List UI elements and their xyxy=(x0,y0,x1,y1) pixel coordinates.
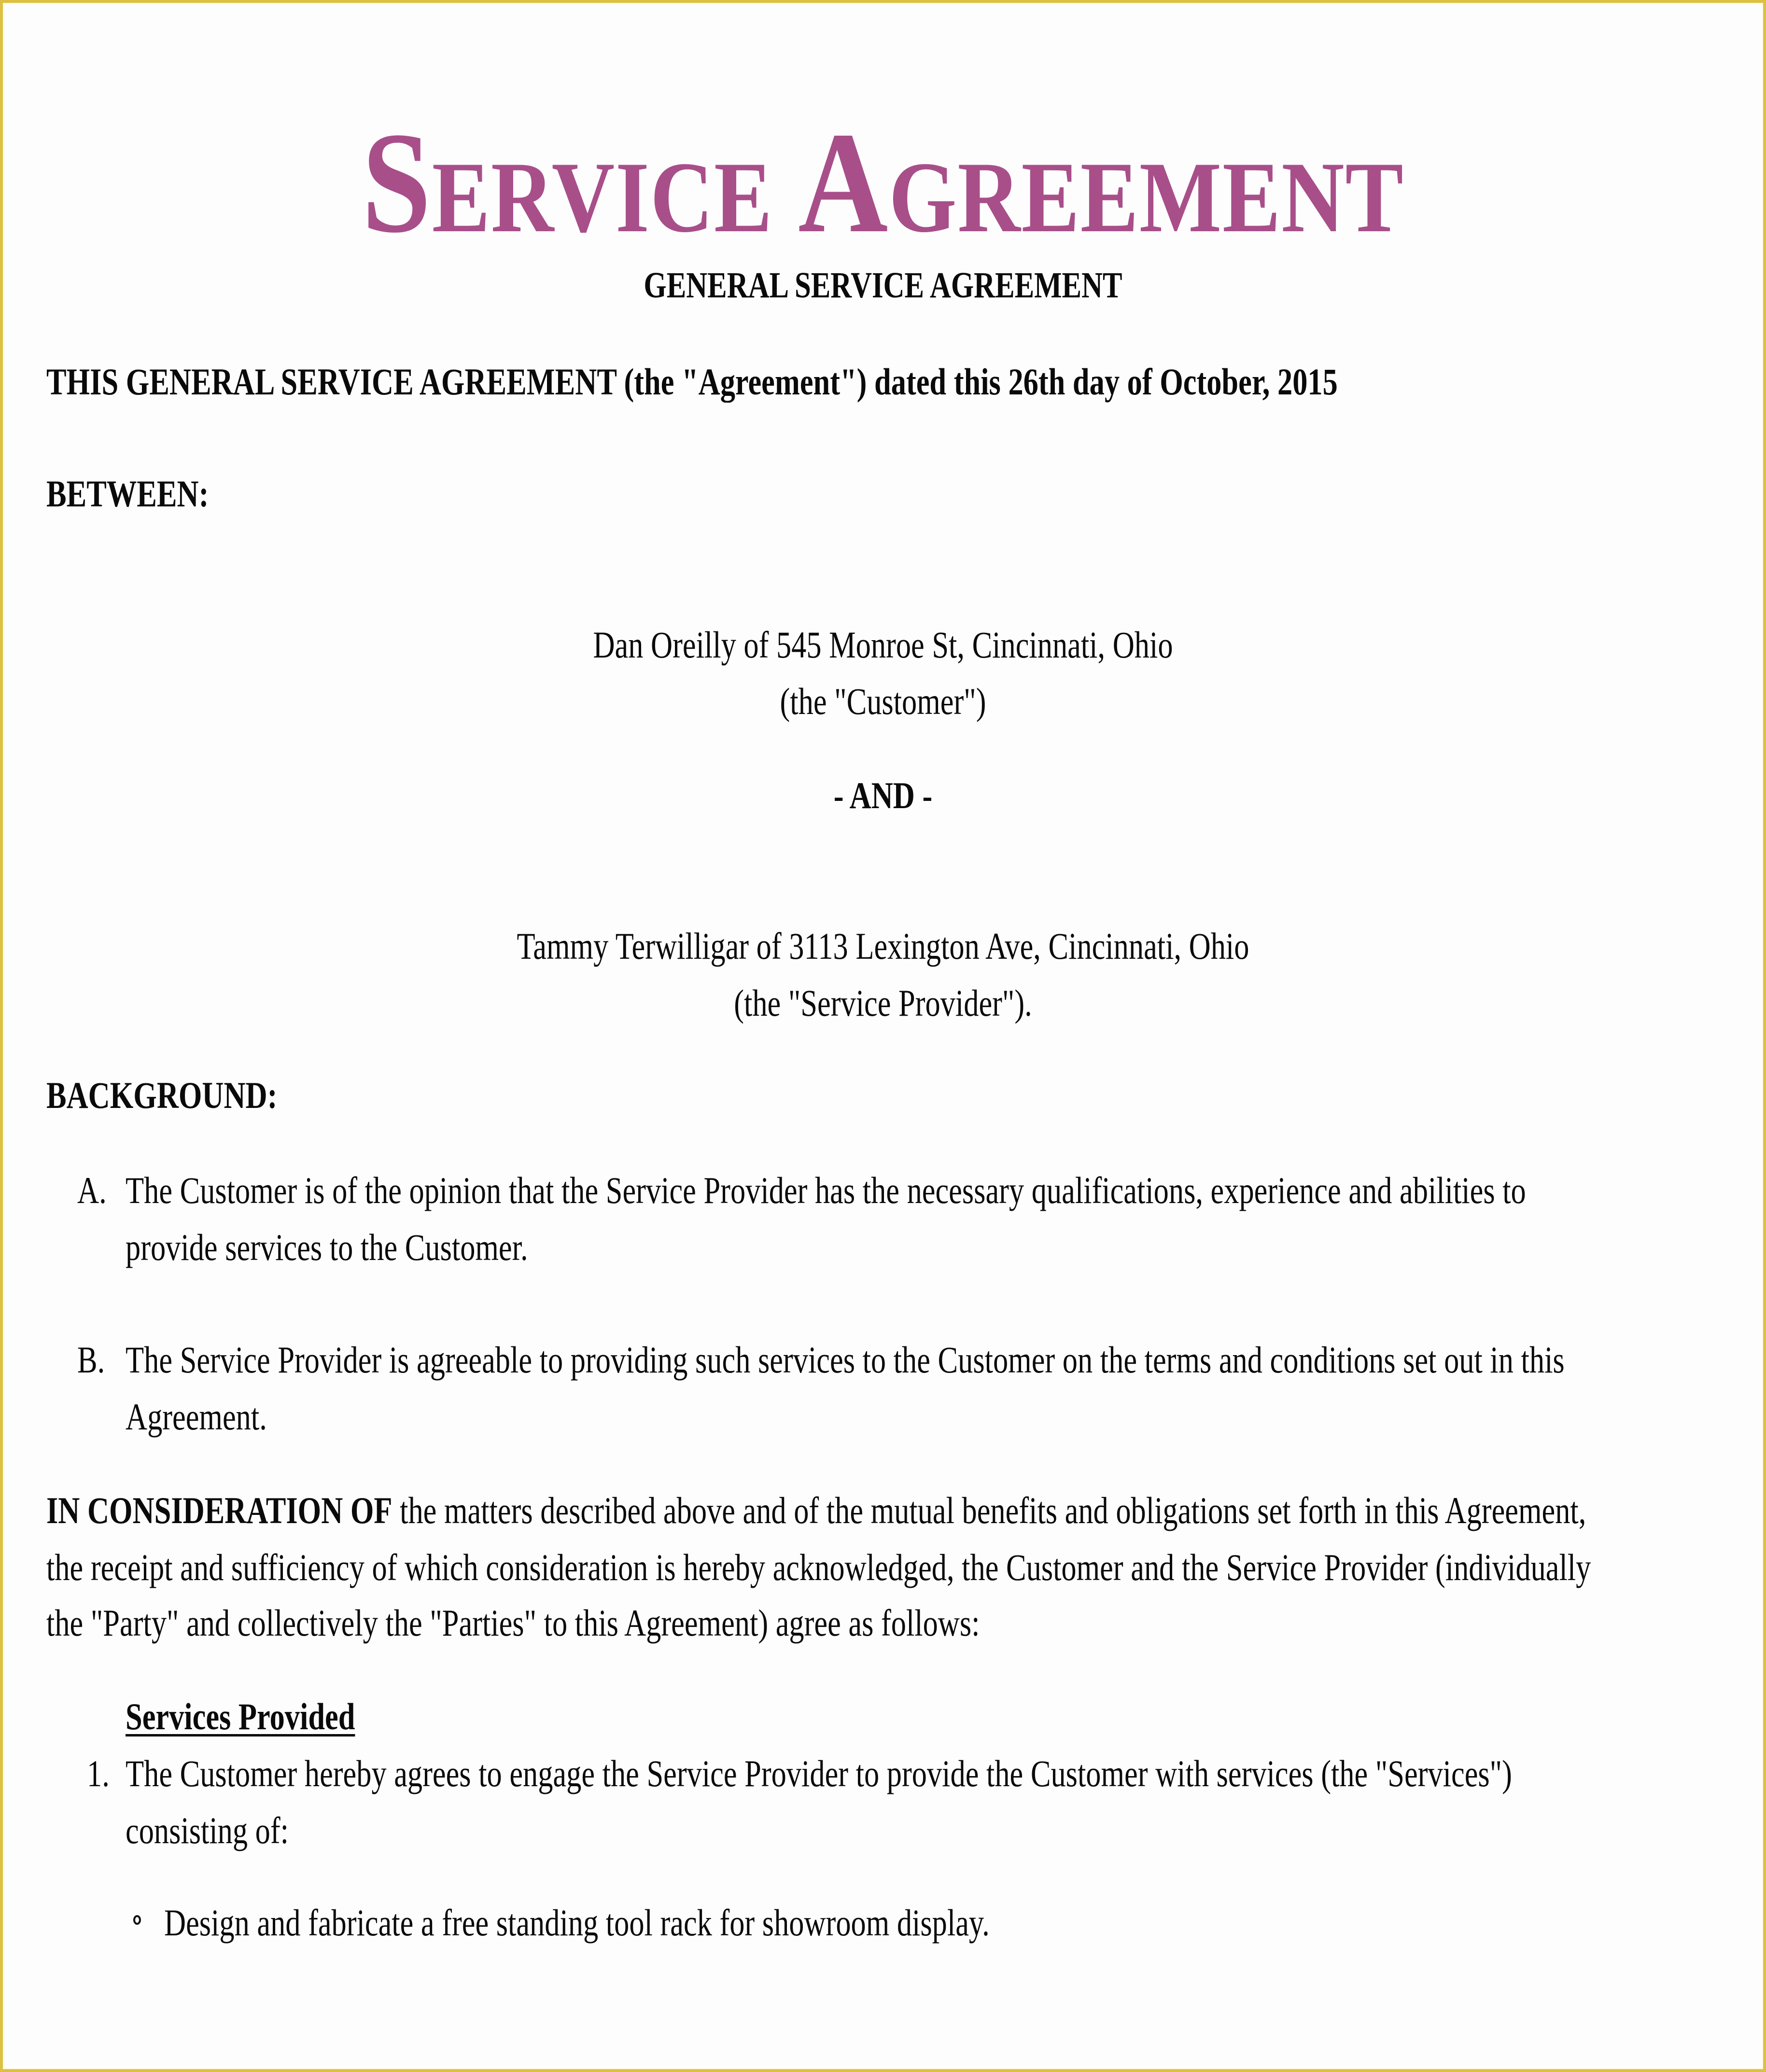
consideration-text: the matters described above and of the mutual benefits and obligations set forth in this Agreement, xyxy=(392,1489,1586,1531)
document-subtitle: GENERAL SERVICE AGREEMENT xyxy=(644,265,1122,306)
list-item-text: provide services to the Customer. xyxy=(126,1226,528,1268)
service-provider-role: (the "Service Provider"). xyxy=(734,982,1032,1024)
list-marker: 1. xyxy=(87,1752,110,1794)
services-provided-heading: Services Provided xyxy=(126,1695,355,1737)
and-separator: - AND - xyxy=(833,774,933,816)
customer-line: Dan Oreilly of 545 Monroe St, Cincinnati, Ohio xyxy=(593,624,1173,666)
consideration-line-2: the receipt and sufficiency of which consideration is hereby acknowledged, the Customer and the Service Provider (individually xyxy=(46,1546,1591,1588)
list-item-text: The Service Provider is agreeable to providing such services to the Customer on the terms and conditions set out in this xyxy=(126,1339,1565,1381)
customer-role: (the "Customer") xyxy=(780,680,986,722)
open-circle-bullet-icon xyxy=(133,1915,141,1925)
between-label: BETWEEN: xyxy=(46,473,209,515)
list-item-text: The Customer is of the opinion that the Service Provider has the necessary qualifications, experience and abilities to xyxy=(126,1169,1526,1211)
document-title: Service Agreement xyxy=(362,102,1404,263)
preamble: THIS GENERAL SERVICE AGREEMENT (the "Agreement") dated this 26th day of October, 2015 xyxy=(46,361,1338,403)
list-item-text: The Customer hereby agrees to engage the Service Provider to provide the Customer with services (the "Services") xyxy=(126,1752,1512,1794)
list-marker: A. xyxy=(77,1169,107,1211)
service-provider-line: Tammy Terwilligar of 3113 Lexington Ave, Cincinnati, Ohio xyxy=(517,925,1249,967)
consideration-line-3: the "Party" and collectively the "Parties" to this Agreement) agree as follows: xyxy=(46,1602,980,1644)
consideration-lead: IN CONSIDERATION OF xyxy=(46,1489,392,1531)
list-item-text: Agreement. xyxy=(126,1396,267,1438)
background-label: BACKGROUND: xyxy=(46,1074,278,1116)
list-marker: B. xyxy=(77,1339,105,1381)
sub-item-text: Design and fabricate a free standing tool rack for showroom display. xyxy=(164,1902,990,1944)
list-item-text: consisting of: xyxy=(126,1809,289,1851)
consideration-line-1 xyxy=(46,1489,1586,1531)
